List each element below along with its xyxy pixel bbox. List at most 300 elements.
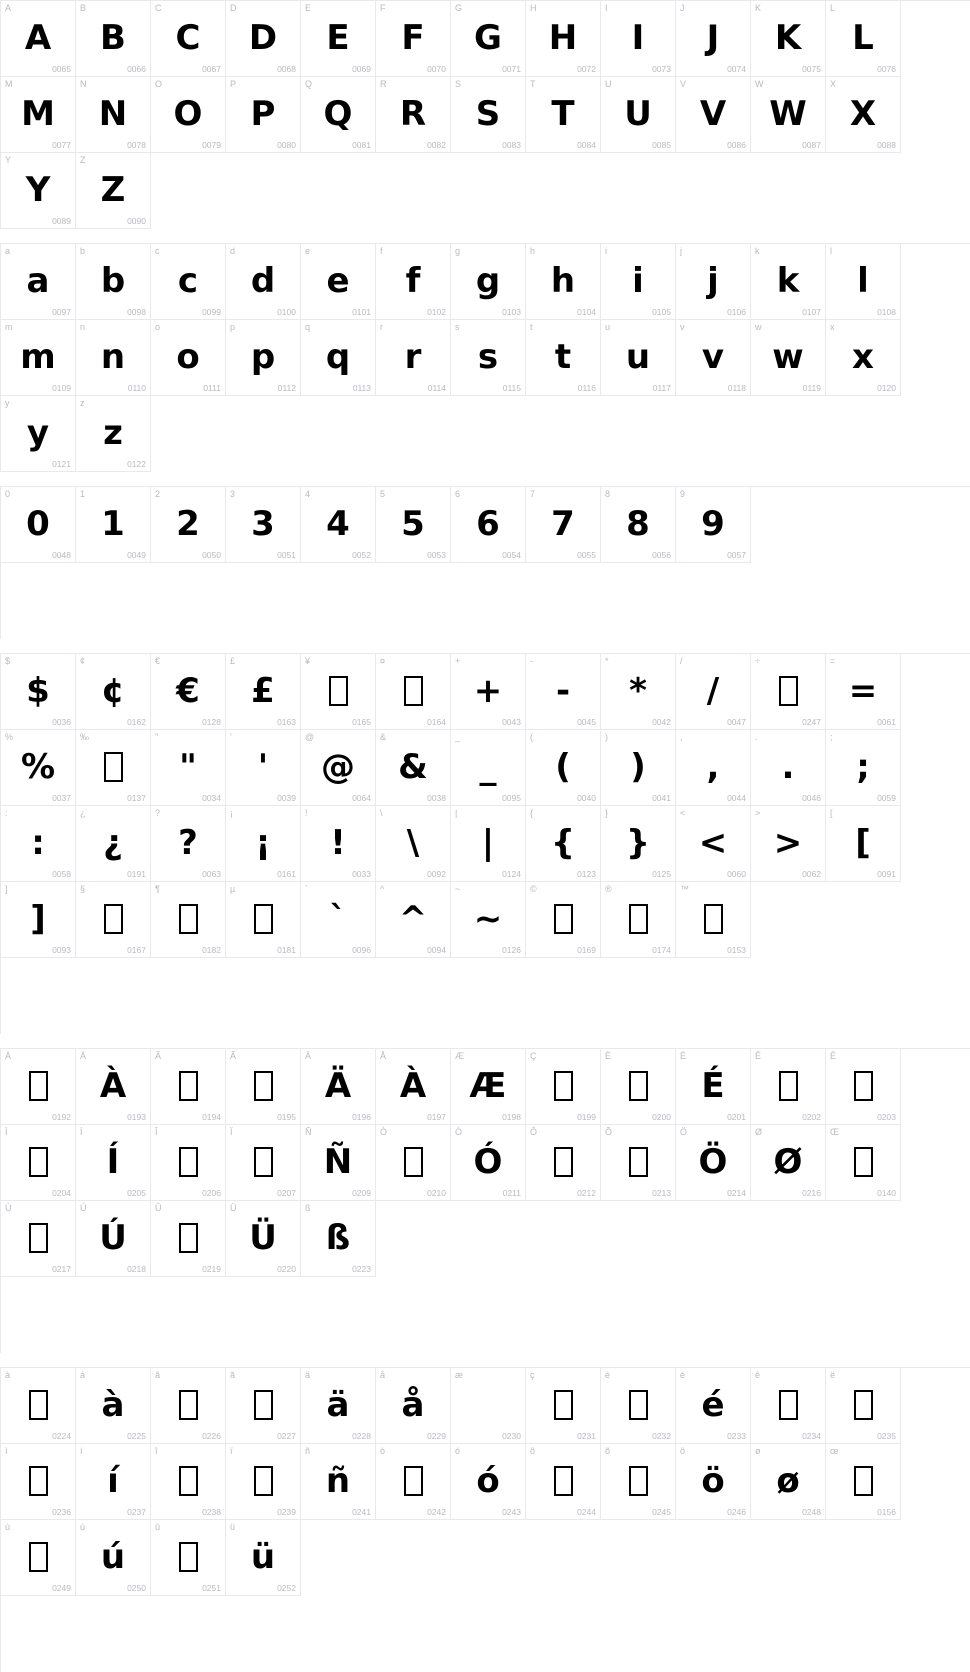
glyph-cell[interactable]: [376, 1, 451, 77]
glyph-cell[interactable]: [826, 320, 901, 396]
glyph-cell[interactable]: [826, 77, 901, 153]
glyph-render: O: [173, 94, 203, 134]
glyph-char-label: á: [80, 1370, 86, 1380]
glyph-render: -: [555, 671, 571, 711]
glyph-cell[interactable]: [376, 1125, 451, 1201]
glyph-cell[interactable]: [601, 806, 676, 882]
glyph-code-label: 0100: [277, 307, 296, 317]
glyph-render: a: [26, 261, 50, 301]
glyph-cell[interactable]: [226, 1, 301, 77]
glyph-char-label: Ü: [230, 1203, 237, 1213]
glyph-cell[interactable]: [526, 730, 601, 806]
glyph-render: *: [629, 671, 647, 711]
glyph-cell[interactable]: [76, 1049, 151, 1125]
glyph-cell-empty: [1, 1277, 76, 1353]
glyph-cell[interactable]: [1, 1, 76, 77]
glyph-render: G: [474, 18, 502, 58]
glyph-char-label: M: [5, 79, 13, 89]
glyph-cell[interactable]: [526, 77, 601, 153]
glyph-char-label: ): [605, 732, 608, 742]
glyph-missing-box: [526, 890, 600, 948]
glyph-code-label: 0246: [727, 1507, 746, 1517]
glyph-char-label: Ö: [680, 1127, 688, 1137]
glyph-cell[interactable]: [151, 1520, 226, 1596]
glyph-cell[interactable]: [1, 244, 76, 320]
glyph-cell[interactable]: [1, 1368, 76, 1444]
glyph-cell[interactable]: [676, 320, 751, 396]
glyph-code-label: 0061: [877, 717, 896, 727]
glyph-cell[interactable]: [526, 1049, 601, 1125]
glyph-cell[interactable]: [676, 730, 751, 806]
glyph-char-label: D: [230, 3, 237, 13]
glyph-cell[interactable]: [451, 487, 526, 563]
glyph-char-label: û: [155, 1522, 161, 1532]
glyph-render: Y: [25, 170, 51, 210]
glyph-cell[interactable]: [76, 1368, 151, 1444]
glyph-cell[interactable]: [376, 244, 451, 320]
glyph-char-label: `: [305, 884, 308, 894]
glyph-cell[interactable]: [301, 487, 376, 563]
glyph-cell[interactable]: [751, 244, 826, 320]
glyph-char-label: î: [155, 1446, 158, 1456]
glyph-char-label: ™: [680, 884, 689, 894]
glyph-missing-box: [76, 738, 150, 796]
glyph-cell[interactable]: [376, 487, 451, 563]
glyph-render: ó: [476, 1461, 500, 1501]
glyph-cell[interactable]: [376, 654, 451, 730]
glyph-render: T: [551, 94, 575, 134]
glyph-cell[interactable]: [826, 1049, 901, 1125]
glyph-cell[interactable]: [451, 882, 526, 958]
glyph-render: Q: [323, 94, 353, 134]
glyph-code-label: 0050: [202, 550, 221, 560]
glyph-cell[interactable]: [76, 244, 151, 320]
glyph-missing-box: [526, 1376, 600, 1434]
glyph-render: _: [479, 747, 497, 787]
glyph-code-label: 0156: [877, 1507, 896, 1517]
glyph-cell[interactable]: [76, 487, 151, 563]
glyph-missing-box: [826, 1376, 900, 1434]
glyph-cell[interactable]: [151, 244, 226, 320]
glyph-code-label: 0040: [577, 793, 596, 803]
glyph-render: z: [103, 413, 123, 453]
glyph-cell[interactable]: [1, 1125, 76, 1201]
glyph-cell[interactable]: [751, 654, 826, 730]
glyph-cell[interactable]: [676, 806, 751, 882]
glyph-char-label: ¶: [155, 884, 160, 894]
glyph-render: å: [401, 1385, 425, 1425]
glyph-code-label: 0163: [277, 717, 296, 727]
glyph-cell[interactable]: [376, 320, 451, 396]
glyph-cell[interactable]: [526, 244, 601, 320]
glyph-char-label: ô: [530, 1446, 536, 1456]
glyph-cell[interactable]: [301, 320, 376, 396]
glyph-cell-empty: [376, 1520, 451, 1596]
glyph-code-label: 0078: [127, 140, 146, 150]
glyph-cell[interactable]: [151, 1444, 226, 1520]
glyph-render: o: [176, 337, 200, 377]
glyph-render: ": [179, 747, 197, 787]
glyph-code-label: 0206: [202, 1188, 221, 1198]
glyph-cell-empty: [1, 563, 76, 639]
glyph-cell[interactable]: [826, 1125, 901, 1201]
glyph-cell[interactable]: [76, 1, 151, 77]
glyph-code-label: 0101: [352, 307, 371, 317]
glyph-cell[interactable]: [301, 882, 376, 958]
glyph-render: A: [24, 18, 52, 58]
glyph-cell[interactable]: [451, 1049, 526, 1125]
tofu-icon: [554, 1071, 573, 1101]
glyph-cell[interactable]: [376, 77, 451, 153]
glyph-char-label: ¿: [80, 808, 86, 818]
glyph-code-label: 0124: [502, 869, 521, 879]
glyph-cell[interactable]: [601, 730, 676, 806]
glyph-cell[interactable]: [301, 1125, 376, 1201]
glyph-cell[interactable]: [826, 730, 901, 806]
glyph-char-label: ñ: [305, 1446, 311, 1456]
tofu-icon: [254, 904, 273, 934]
glyph-cell[interactable]: [226, 487, 301, 563]
glyph-render: Ø: [773, 1142, 803, 1182]
glyph-cell[interactable]: [526, 654, 601, 730]
glyph-cell[interactable]: [76, 153, 151, 229]
glyph-cell[interactable]: [826, 1368, 901, 1444]
glyph-cell[interactable]: [1, 396, 76, 472]
glyph-cell[interactable]: [151, 77, 226, 153]
glyph-cell-empty: [151, 1277, 226, 1353]
glyph-cell[interactable]: [376, 1049, 451, 1125]
glyph-cell[interactable]: [751, 77, 826, 153]
glyph-char-label: N: [80, 79, 87, 89]
glyph-cell[interactable]: [376, 1368, 451, 1444]
glyph-cell[interactable]: [451, 1, 526, 77]
glyph-char-label: v: [680, 322, 685, 332]
glyph-render: !: [330, 823, 346, 863]
glyph-char-label: œ: [830, 1446, 839, 1456]
glyph-render: ;: [856, 747, 870, 787]
glyph-missing-box: [376, 1452, 450, 1510]
glyph-cell[interactable]: [676, 1368, 751, 1444]
glyph-cell[interactable]: [226, 1201, 301, 1277]
glyph-cell[interactable]: [151, 730, 226, 806]
glyph-cell[interactable]: [151, 1368, 226, 1444]
glyph-cell[interactable]: [451, 806, 526, 882]
glyph-missing-box: [301, 662, 375, 720]
glyph-char-label: ê: [755, 1370, 761, 1380]
glyph-cell[interactable]: [601, 654, 676, 730]
glyph-cell[interactable]: [826, 1, 901, 77]
glyph-cell[interactable]: [826, 654, 901, 730]
glyph-render: 3: [251, 504, 275, 544]
glyph-cell[interactable]: [76, 396, 151, 472]
glyph-char-label: Ã: [230, 1051, 237, 1061]
glyph-char-label: ç: [530, 1370, 535, 1380]
glyph-cell[interactable]: [751, 806, 826, 882]
glyph-cell[interactable]: [151, 320, 226, 396]
glyph-cell-empty: [526, 1201, 601, 1277]
glyph-cell[interactable]: [451, 1125, 526, 1201]
glyph-cell[interactable]: [526, 1368, 601, 1444]
glyph-cell[interactable]: [226, 1125, 301, 1201]
glyph-cell[interactable]: [1, 1520, 76, 1596]
glyph-cell[interactable]: [151, 882, 226, 958]
glyph-block-uppercase-latin: [0, 0, 970, 229]
glyph-cell[interactable]: [76, 1444, 151, 1520]
glyph-render: ): [630, 747, 646, 787]
glyph-render: .: [781, 747, 795, 787]
glyph-cell[interactable]: [226, 1520, 301, 1596]
glyph-cell[interactable]: [151, 806, 226, 882]
glyph-char-label: 4: [305, 489, 311, 499]
glyph-cell[interactable]: [451, 244, 526, 320]
glyph-cell[interactable]: [526, 487, 601, 563]
glyph-render: Ü: [249, 1218, 277, 1258]
glyph-cell[interactable]: [676, 882, 751, 958]
glyph-cell[interactable]: [826, 244, 901, 320]
glyph-code-label: 0058: [52, 869, 71, 879]
glyph-cell[interactable]: [226, 654, 301, 730]
glyph-cell[interactable]: [451, 1368, 526, 1444]
glyph-render: u: [625, 337, 651, 377]
glyph-cell[interactable]: [376, 882, 451, 958]
glyph-cell[interactable]: [601, 882, 676, 958]
glyph-cell[interactable]: [526, 1444, 601, 1520]
glyph-char-label: Y: [5, 155, 12, 165]
glyph-cell[interactable]: [226, 882, 301, 958]
glyph-cell[interactable]: [151, 487, 226, 563]
glyph-code-label: 0226: [202, 1431, 221, 1441]
glyph-cell[interactable]: [151, 1, 226, 77]
glyph-char-label: 6: [455, 489, 461, 499]
glyph-char-label: ®: [605, 884, 612, 894]
glyph-char-label: ÷: [755, 656, 760, 666]
glyph-cell[interactable]: [601, 487, 676, 563]
glyph-char-label: j: [680, 246, 682, 256]
glyph-cell[interactable]: [451, 1444, 526, 1520]
glyph-cell[interactable]: [751, 1, 826, 77]
glyph-cell[interactable]: [226, 1368, 301, 1444]
glyph-render: x: [852, 337, 874, 377]
glyph-code-label: 0193: [127, 1112, 146, 1122]
glyph-cell[interactable]: [301, 806, 376, 882]
glyph-char-label: _: [455, 732, 461, 742]
glyph-cell[interactable]: [826, 1444, 901, 1520]
glyph-render: Ú: [99, 1218, 127, 1258]
glyph-cell[interactable]: [151, 1125, 226, 1201]
glyph-missing-box: [226, 1133, 300, 1191]
glyph-cell[interactable]: [676, 1444, 751, 1520]
glyph-cell[interactable]: [301, 244, 376, 320]
glyph-cell[interactable]: [676, 1125, 751, 1201]
glyph-cell[interactable]: [1, 320, 76, 396]
glyph-char-label: O: [155, 79, 163, 89]
glyph-render: Ó: [473, 1142, 503, 1182]
glyph-cell[interactable]: [526, 1125, 601, 1201]
glyph-cell[interactable]: [601, 1444, 676, 1520]
glyph-cell[interactable]: [376, 806, 451, 882]
glyph-cell[interactable]: [676, 487, 751, 563]
glyph-char-label: S: [455, 79, 462, 89]
glyph-cell[interactable]: [1, 153, 76, 229]
glyph-render: E: [326, 18, 350, 58]
glyph-cell[interactable]: [76, 1125, 151, 1201]
glyph-cell[interactable]: [451, 730, 526, 806]
glyph-code-label: 0112: [277, 383, 296, 393]
tofu-icon: [779, 1390, 798, 1420]
glyph-cell[interactable]: [676, 244, 751, 320]
glyph-cell[interactable]: [601, 1049, 676, 1125]
glyph-cell[interactable]: [76, 882, 151, 958]
glyph-missing-box: [826, 1452, 900, 1510]
glyph-cell[interactable]: [226, 806, 301, 882]
glyph-render: Ö: [698, 1142, 728, 1182]
glyph-cell[interactable]: [301, 730, 376, 806]
glyph-cell[interactable]: [451, 77, 526, 153]
glyph-cell[interactable]: [451, 320, 526, 396]
glyph-missing-box: [601, 1057, 675, 1115]
glyph-cell[interactable]: [301, 1, 376, 77]
glyph-char-label: x: [830, 322, 835, 332]
glyph-render: ?: [178, 823, 198, 863]
glyph-cell[interactable]: [76, 730, 151, 806]
glyph-char-label: >: [755, 808, 761, 818]
glyph-cell[interactable]: [1, 1049, 76, 1125]
glyph-cell[interactable]: [1, 730, 76, 806]
glyph-cell[interactable]: [526, 806, 601, 882]
glyph-cell[interactable]: [301, 654, 376, 730]
glyph-cell[interactable]: [226, 320, 301, 396]
glyph-code-label: 0223: [352, 1264, 371, 1274]
glyph-cell[interactable]: [226, 77, 301, 153]
glyph-cell[interactable]: [601, 244, 676, 320]
glyph-missing-box: [526, 1452, 600, 1510]
tofu-icon: [104, 752, 123, 782]
glyph-cell[interactable]: [601, 320, 676, 396]
glyph-render: 2: [176, 504, 200, 544]
glyph-render: s: [477, 337, 499, 377]
glyph-code-label: 0118: [727, 383, 746, 393]
glyph-cell[interactable]: [601, 1, 676, 77]
glyph-char-label: ¢: [80, 656, 86, 666]
glyph-cell[interactable]: [151, 654, 226, 730]
glyph-cell[interactable]: [1, 487, 76, 563]
glyph-cell-empty: [676, 1201, 751, 1277]
glyph-cell[interactable]: [76, 1201, 151, 1277]
glyph-cell[interactable]: [676, 77, 751, 153]
glyph-cell[interactable]: [1, 806, 76, 882]
glyph-cell[interactable]: [676, 1049, 751, 1125]
glyph-cell-empty: [601, 1201, 676, 1277]
glyph-render: ä: [326, 1385, 350, 1425]
glyph-cell[interactable]: [601, 1368, 676, 1444]
glyph-cell[interactable]: [226, 1444, 301, 1520]
glyph-cell[interactable]: [76, 320, 151, 396]
glyph-cell[interactable]: [376, 730, 451, 806]
glyph-code-label: 0034: [202, 793, 221, 803]
glyph-cell[interactable]: [826, 806, 901, 882]
glyph-char-label: d: [230, 246, 236, 256]
glyph-cell[interactable]: [751, 730, 826, 806]
glyph-cell[interactable]: [301, 1444, 376, 1520]
glyph-cell[interactable]: [301, 1368, 376, 1444]
glyph-cell[interactable]: [1, 77, 76, 153]
glyph-char-label: Ú: [80, 1203, 87, 1213]
glyph-code-label: 0075: [802, 64, 821, 74]
glyph-code-label: 0123: [577, 869, 596, 879]
glyph-block-lowercase-accented: [0, 1367, 970, 1672]
glyph-cell[interactable]: [1, 654, 76, 730]
glyph-code-label: 0042: [652, 717, 671, 727]
glyph-cell[interactable]: [226, 730, 301, 806]
tofu-icon: [554, 1466, 573, 1496]
glyph-cell[interactable]: [601, 77, 676, 153]
glyph-code-label: 0232: [652, 1431, 671, 1441]
glyph-cell[interactable]: [601, 1125, 676, 1201]
glyph-code-label: 0218: [127, 1264, 146, 1274]
glyph-block-lowercase-latin: [0, 243, 970, 472]
glyph-cell[interactable]: [151, 1201, 226, 1277]
glyph-code-label: 0205: [127, 1188, 146, 1198]
glyph-render: K: [774, 18, 802, 58]
glyph-char-label: e: [305, 246, 311, 256]
glyph-cell[interactable]: [751, 320, 826, 396]
glyph-char-label: Á: [80, 1051, 87, 1061]
glyph-cell[interactable]: [751, 1125, 826, 1201]
glyph-cell[interactable]: [1, 1444, 76, 1520]
glyph-cell[interactable]: [376, 1444, 451, 1520]
glyph-cell[interactable]: [526, 882, 601, 958]
glyph-cell[interactable]: [76, 806, 151, 882]
glyph-cell[interactable]: [301, 1049, 376, 1125]
glyph-cell[interactable]: [151, 1049, 226, 1125]
glyph-code-label: 0181: [277, 945, 296, 955]
glyph-char-label: q: [305, 322, 311, 332]
glyph-cell[interactable]: [301, 77, 376, 153]
glyph-char-label: Õ: [605, 1127, 613, 1137]
glyph-cell[interactable]: [751, 1368, 826, 1444]
glyph-char-label: ': [230, 732, 232, 742]
glyph-char-label: {: [530, 808, 534, 818]
glyph-cell[interactable]: [76, 1520, 151, 1596]
glyph-char-label: -: [530, 656, 533, 666]
glyph-cell[interactable]: [751, 1444, 826, 1520]
glyph-char-label: E: [305, 3, 312, 13]
glyph-render: >: [773, 823, 803, 863]
glyph-cell[interactable]: [676, 654, 751, 730]
glyph-char-label: U: [605, 79, 612, 89]
glyph-cell[interactable]: [76, 77, 151, 153]
glyph-code-label: 0105: [652, 307, 671, 317]
glyph-cell[interactable]: [451, 654, 526, 730]
glyph-cell[interactable]: [676, 1, 751, 77]
glyph-missing-box: [751, 1057, 825, 1115]
glyph-cell[interactable]: [526, 1, 601, 77]
glyph-cell[interactable]: [526, 320, 601, 396]
glyph-cell[interactable]: [226, 244, 301, 320]
glyph-cell[interactable]: [1, 1201, 76, 1277]
glyph-code-label: 0110: [127, 383, 146, 393]
glyph-render: U: [624, 94, 652, 134]
glyph-char-label: 2: [155, 489, 161, 499]
glyph-cell-empty: [526, 1520, 601, 1596]
glyph-code-label: 0251: [202, 1583, 221, 1593]
glyph-cell[interactable]: [301, 1201, 376, 1277]
glyph-cell[interactable]: [751, 1049, 826, 1125]
glyph-cell[interactable]: [226, 1049, 301, 1125]
glyph-cell[interactable]: [76, 654, 151, 730]
glyph-cell[interactable]: [1, 882, 76, 958]
glyph-code-label: 0250: [127, 1583, 146, 1593]
